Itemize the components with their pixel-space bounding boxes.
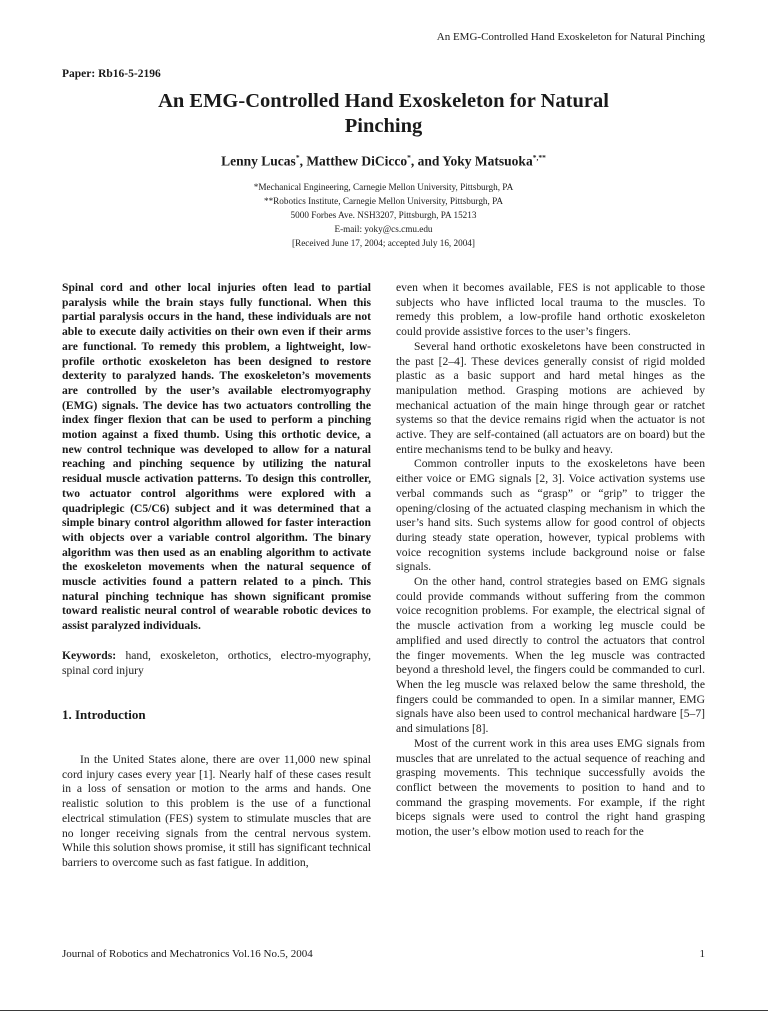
- paper-id: Paper: Rb16-5-2196: [62, 68, 161, 80]
- author-separator: , and: [410, 153, 443, 169]
- abstract: Spinal cord and other local injuries often lead to partial paralysis while the brain stays fully functional. When this partial paralysis occurs in the hand, these individuals are not able to execute daily activities on their own even if their arms are functional. To remedy this problem, a lightweight, low-profile orthotic exoskeleton has been designed to restore dexterity to paralyzed hands. The exoskeleton’s movements are controlled by the user’s available electromyography (EMG) signals. The device has two actuators controlling the index finger flexion that can be used to perform a pinching motion against a fixed thumb. Using this orthotic device, a new control technique was developed to allow for a natural reaching and pinching sequence by utilizing the natural residual muscle activation patterns. To design this controller, two actuator control algorithms were explored with a quadriplegic (C5/C6) subject and it was determined that a simple binary control algorithm allowed for faster interaction with objects over a variable control algorithm. The binary algorithm was then used as an enabling algorithm to activate the exoskeleton movements when the natural sequence of muscle activities found a pattern related to a pinch. This natural pinching technique has shown significant promise toward realistic neural control of wearable robotic devices to assist paralyzed individuals.: [62, 281, 371, 633]
- author-separator: ,: [299, 153, 307, 169]
- keywords-text: hand, exoskeleton, orthotics, electro-myography, spinal cord injury: [62, 648, 371, 677]
- keywords: [62, 649, 371, 678]
- section-heading: 1. Introduction: [62, 707, 146, 723]
- left-column: [62, 281, 371, 871]
- title-line-2: Pinching: [344, 115, 423, 137]
- author-name: Yoky Matsuoka: [442, 153, 533, 169]
- paragraph: Most of the current work in this area uses EMG signals from muscles that are unrelated to the actual sequence of reaching and grasping movements. This technique successfully avoids the conflict between the movements to position to hand and to command the grasping movements. For example, if the right biceps signals were used to control the right hand grasping motion, the user’s elbow motion used to reach for the: [396, 736, 705, 839]
- running-head: An EMG-Controlled Hand Exoskeleton for Natural Pinching: [436, 31, 705, 43]
- affiliation-line: *Mechanical Engineering, Carnegie Mellon University, Pittsburgh, PA: [253, 182, 514, 192]
- paper-title: [62, 89, 705, 139]
- paragraph: In the United States alone, there are over 11,000 new spinal cord injury cases every year [1]. Nearly half of these cases result in a loss of sensation or motion to the arms and hands. One realistic solution to this problem is the use of a functional electrical stimulation (FES) system to stimulate muscles that are no longer receiving signals from the central nervous system. While this solution shows promise, it still has significant technical barriers to overcome such as fast fatigue. In addition,: [62, 752, 371, 869]
- right-column: [396, 281, 705, 840]
- email-line: E-mail: yoky@cs.cmu.edu: [334, 224, 433, 234]
- keywords-label: Keywords:: [62, 648, 117, 662]
- bottom-rule: [0, 1010, 768, 1011]
- author-affiliation-mark: *: [295, 153, 300, 162]
- paragraph: On the other hand, control strategies based on EMG signals could provide commands without suffering from the common voice recognition problems. For example, the electrical signal of the muscle activation from a working leg muscle could be amplified and used directly to control the actuators that control the finger movements. When the leg muscle was contracted beyond a threshold level, the fingers could be commanded to curl. When the leg muscle was relaxed below the same threshold, the fingers could be commanded to open. In a similar manner, EMG signals have also been used to control mechanical hardware [5–7] and simulations [8].: [396, 575, 705, 736]
- author-name: Matthew DiCicco: [306, 153, 408, 169]
- paragraph: even when it becomes available, FES is not applicable to those subjects who have inflicted local trauma to the muscles. To remedy this problem, a low-profile hand orthotic exoskeleton could provide assistive forces to the user’s fingers.: [396, 281, 705, 339]
- affiliation-block: [62, 180, 705, 250]
- address-line: 5000 Forbes Ave. NSH3207, Pittsburgh, PA 15213: [290, 210, 477, 220]
- paragraph: Common controller inputs to the exoskeletons have been either voice or EMG signals [2, 3]. Voice activation systems use verbal commands such as “grasp” or “grip” to trigger the opening/closing of the actuated clasping mechanism in which the user’s hand sits. Such systems allow for good control of objects during steady state operation, however, typical problems with voice recognition systems include background noise or false signals.: [396, 457, 705, 574]
- title-line-1: An EMG-Controlled Hand Exoskeleton for Natural: [158, 90, 609, 112]
- author-affiliation-mark: *: [407, 153, 411, 162]
- page-number: 1: [699, 948, 705, 960]
- author-affiliation-mark: *,**: [532, 153, 546, 162]
- paragraph: Several hand orthotic exoskeletons have been constructed in the past [2–4]. These devices generally consist of rigid molded plastic as a basic support and hard metal hinges as the manipulation method. Grasping motions are achieved by mechanical actuation of the main hinge through gear or ratchet systems so that the device remains rigid when the actuator is not active. They are self-contained (all actuators are on board) but the entire mechanisms tend to be bulky and heavy.: [396, 339, 705, 456]
- received-date-line: [Received June 17, 2004; accepted July 16, 2004]: [292, 238, 475, 248]
- affiliation-line: **Robotics Institute, Carnegie Mellon University, Pittsburgh, PA: [263, 196, 504, 206]
- footer-journal: Journal of Robotics and Mechatronics Vol.16 No.5, 2004: [62, 948, 313, 960]
- author-list: [62, 153, 705, 170]
- author-name: Lenny Lucas: [221, 153, 296, 169]
